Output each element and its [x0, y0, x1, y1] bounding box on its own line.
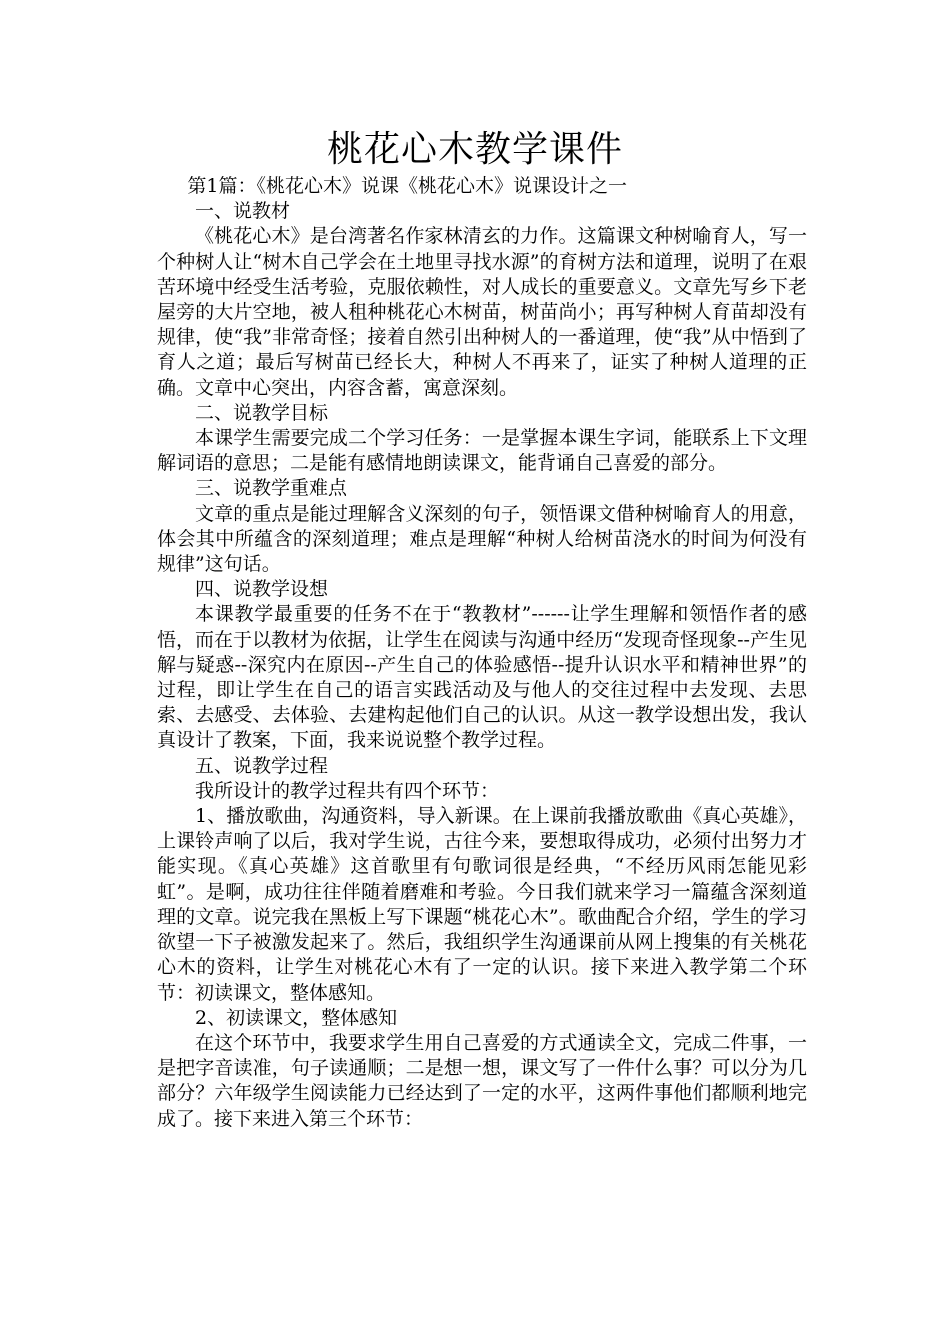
section-heading: 五、说教学过程 — [195, 754, 329, 777]
body-paragraph: 本课教学最重要的任务不在于“教教材”------让学生理解和领悟作者的感悟，而在于以教材为依据，让学生在阅读与沟通中经历“发现奇怪现象--产生见解与疑惑--深究内在原因--产生自己的体验感悟--提升认识水平和精神世界”的过程，即让学生在自己的语言实践活动及与他人的交往过程中去发现、去思索、去感受、去体验、去建构起他们自己的认识。从这一教学设想出发，我认真设计了教案，下面，我来说说整个教学过程。 — [157, 603, 807, 752]
section-heading: 一、说教材 — [195, 200, 291, 223]
body-paragraph: 《桃花心木》是台湾著名作家林清玄的力作。这篇课文种树喻育人，写一个种树人让“树木自己学会在土地里寻找水源”的育树方法和道理，说明了在艰苦环境中经受生活考验，克服依赖性，对人成长的重要意义。文章先写乡下老屋旁的大片空地，被人租种桃花心木树苗，树苗尚小；再写种树人育苗却没有规律，使“我”非常奇怪；接着自然引出种树人的一番道理，使“我”从中悟到了育人之道；最后写树苗已经长大，种树人不再来了，证实了种树人道理的正确。文章中心突出，内容含蓄，寓意深刻。 — [157, 225, 807, 399]
body-paragraph: 本课学生需要完成二个学习任务：一是掌握本课生字词，能联系上下文理解词语的意思；二是能有感情地朗读课文，能背诵自己喜爱的部分。 — [157, 427, 807, 475]
body-paragraph: 1、播放歌曲，沟通资料，导入新课。在上课前我播放歌曲《真心英雄》，上课铃声响了以后，我对学生说，古往今来，要想取得成功，必须付出努力才能实现。《真心英雄》这首歌里有句歌词很是经典，“不经历风雨怎能见彩虹”。是啊，成功往往伴随着磨难和考验。今日我们就来学习一篇蕴含深刻道理的文章。说完我在黑板上写下课题“桃花心木”。歌曲配合介绍，学生的学习欲望一下子被激发起来了。然后，我组织学生沟通课前从网上搜集的有关桃花心木的资料，让学生对桃花心木有了一定的认识。接下来进入教学第二个环节：初读课文，整体感知。 — [157, 805, 807, 1004]
section-heading: 二、说教学目标 — [195, 401, 329, 424]
section-heading: 三、说教学重难点 — [195, 477, 348, 500]
document-title: 桃花心木教学课件 — [326, 129, 623, 170]
document-subtitle: 第1篇：《桃花心木》说课《桃花心木》说课设计之一 — [187, 175, 627, 197]
body-paragraph: 在这个环节中，我要求学生用自己喜爱的方式通读全文，完成二件事，一是把字音读准，句子读通顺；二是想一想，课文写了一件什么事？可以分为几部分？六年级学生阅读能力已经达到了一定的水平，这两件事他们都顺利地完成了。接下来进入第三个环节： — [157, 1031, 807, 1130]
body-paragraph: 我所设计的教学过程共有四个环节： — [195, 779, 500, 802]
body-paragraph: 文章的重点是能过理解含义深刻的句子，领悟课文借种树喻育人的用意，体会其中所蕴含的深刻道理；难点是理解“种树人给树苗浇水的时间为何没有规律”这句话。 — [157, 502, 807, 576]
document-body — [157, 174, 807, 1132]
section-heading: 四、说教学设想 — [195, 578, 329, 601]
section-heading: 2、初读课文，整体感知 — [195, 1006, 398, 1029]
